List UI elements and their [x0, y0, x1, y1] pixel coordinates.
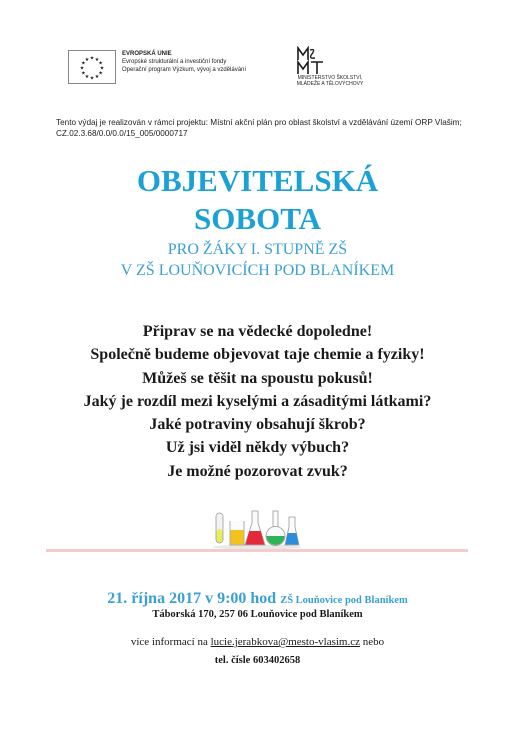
- event-address: Táborská 170, 257 06 Louňovice pod Blaníkem: [152, 609, 363, 620]
- event-date-time: 21. října 2017 v 9:00 hod: [107, 590, 277, 607]
- divider: [46, 549, 468, 552]
- eu-flag-icon: [68, 50, 116, 84]
- eu-star-icon: ★: [98, 61, 103, 67]
- invitation-line: Už jsi viděl někdy výbuch?: [165, 439, 350, 457]
- msmt-logo-line: MINISTERSTVO ŠKOLSTVÍ,: [297, 75, 363, 81]
- eu-star-icon: ★: [89, 56, 95, 62]
- eu-star-icon: ★: [81, 71, 86, 77]
- invitation-line: Je možné pozorovat zvuk?: [167, 462, 348, 480]
- eu-logo-line: EVROPSKÁ UNIE: [122, 51, 172, 57]
- msmt-logo-icon: [296, 46, 326, 76]
- eu-logo-text: [122, 50, 246, 74]
- contact-prefix: více informací na: [130, 636, 208, 648]
- contact-line: [0, 636, 515, 648]
- project-note: Tento výdaj je realizován v rámci projektu: Místní akční plán pro oblast školství a vzdělávání území ORP Vlašim; CZ.02.3.68/0.0/0.0/15_005/0000717: [56, 118, 462, 138]
- title-line: OBJEVITELSKÁ: [136, 163, 379, 198]
- title-line: SOBOTA: [194, 201, 321, 236]
- invitation-line: Připrav se na vědecké dopoledne!: [142, 323, 373, 340]
- invitation-line: Můžeš se těšit na spoustu pokusů!: [142, 369, 373, 387]
- subtitle-line: PRO ŽÁKY I. STUPNĚ ZŠ: [167, 241, 348, 258]
- invitation-line: Jaký je rozdíl mezi kyselými a zásaditými látkami?: [83, 392, 432, 410]
- contact-suffix: nebo: [362, 636, 385, 648]
- eu-logo-line: Operační program Výzkum, vývoj a vzdělávání: [122, 67, 247, 73]
- subtitle-line: V ZŠ LOUŇOVICÍCH POD BLANÍKEM: [120, 262, 395, 279]
- eu-star-icon: ★: [94, 75, 100, 81]
- invitation-line: Společně budeme objevovat taje chemie a fyziky!: [90, 346, 425, 364]
- event-info: [0, 590, 515, 608]
- invitation-text: [0, 320, 515, 483]
- eu-star-icon: ★: [94, 57, 100, 63]
- event-place: ZŠ Louňovice pod Blaníkem: [280, 595, 408, 606]
- eu-star-icon: ★: [99, 66, 105, 72]
- contact-email-link[interactable]: lucie.jerabkova@mesto-vlasim.cz: [210, 636, 360, 648]
- lab-flasks-icon: [212, 505, 302, 549]
- eu-star-icon: ★: [81, 61, 86, 67]
- msmt-logo-line: MLÁDEŽE A TĚLOVÝCHOVY: [296, 81, 364, 87]
- contact-phone: tel. čísle 603402658: [214, 655, 301, 666]
- eu-logo-line: Evropské strukturální a investiční fondy: [122, 59, 227, 65]
- eu-star-icon: ★: [79, 66, 85, 72]
- msmt-logo-text: [285, 75, 375, 87]
- eu-star-icon: ★: [98, 71, 103, 77]
- eu-star-icon: ★: [84, 75, 90, 81]
- invitation-line: Jaké potraviny obsahují škrob?: [149, 416, 366, 434]
- eu-star-icon: ★: [89, 76, 95, 82]
- eu-star-icon: ★: [84, 57, 90, 63]
